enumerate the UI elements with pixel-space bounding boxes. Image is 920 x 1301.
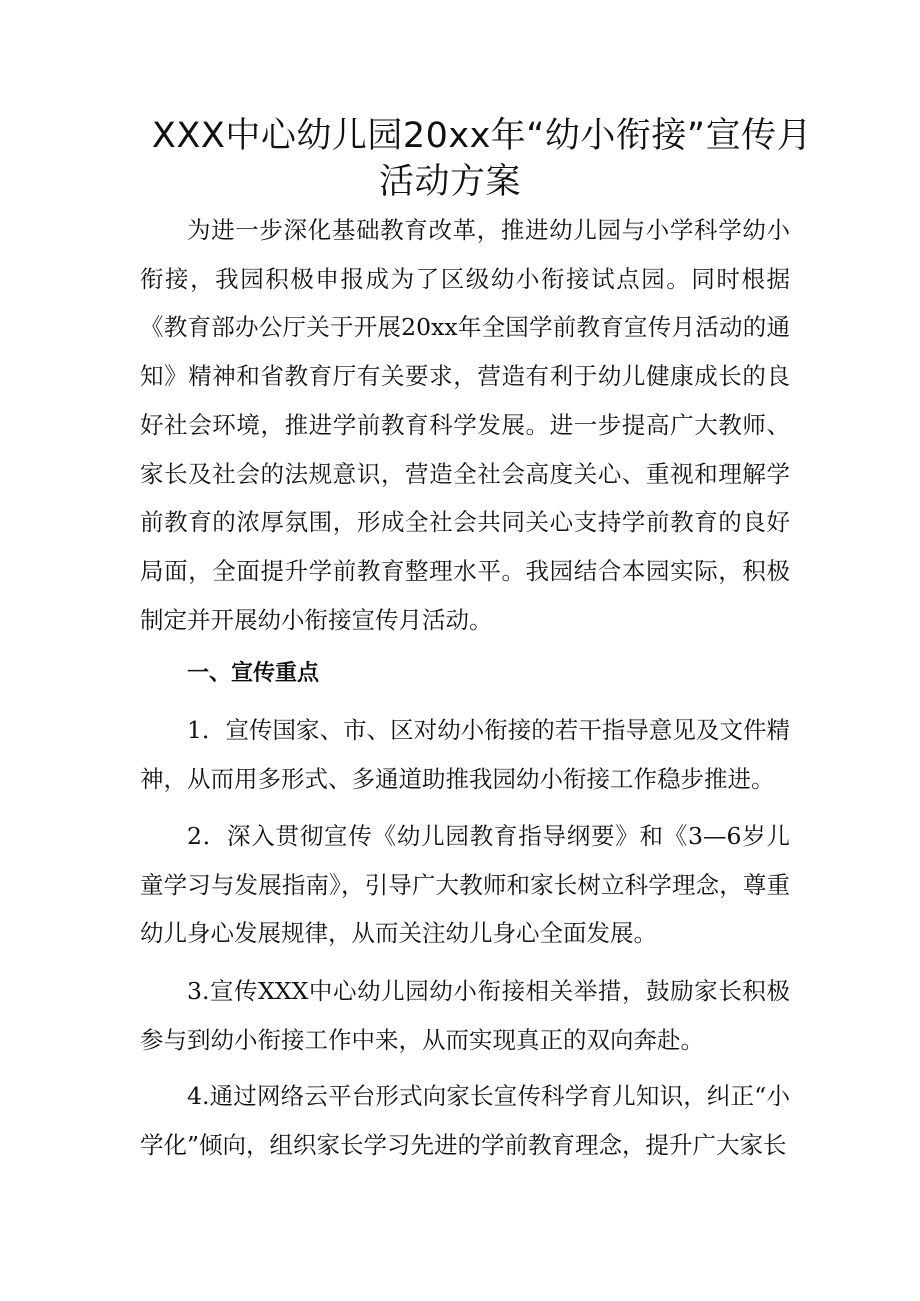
- document-title-line-2: 活动方案: [378, 162, 521, 202]
- list-item: 2．深入贯彻宣传《幼儿园教育指导纲要》和《3—6岁儿童学习与发展指南》，引导广大教师和家长树立科学理念，尊重幼儿身心发展规律，从而关注幼儿身心全面发展。: [140, 822, 790, 948]
- document-title-line-1: XXX中心幼儿园20xx年“幼小衔接”宣传月: [151, 116, 813, 156]
- list-item: 3.宣传XXX中心幼儿园幼小衔接相关举措，鼓励家长积极参与到幼小衔接工作中来，从而实现真正的双向奔赴。: [140, 977, 790, 1054]
- list-item: 1．宣传国家、市、区对幼小衔接的若干指导意见及文件精神，从而用多形式、多通道助推我园幼小衔接工作稳步推进。: [140, 716, 790, 793]
- section-heading-publicity-focus: 一、宣传重点: [187, 661, 320, 686]
- list-item: 4.通过网络云平台形式向家长宣传科学育儿知识，纠正“小学化”倾向，组织家长学习先进的学前教育理念，提升广大家长: [140, 1082, 790, 1159]
- intro-paragraph: 为进一步深化基础教育改革，推进幼儿园与小学科学幼小衔接，我园积极申报成为了区级幼小衔接试点园。同时根据《教育部办公厅关于开展20xx年全国学前教育宣传月活动的通知》精神和省教育厅有关要求，营造有利于幼儿健康成长的良好社会环境，推进学前教育科学发展。进一步提高广大教师、家长及社会的法规意识，营造全社会高度关心、重视和理解学前教育的浓厚氛围，形成全社会共同关心支持学前教育的良好局面，全面提升学前教育整理水平。我园结合本园实际，积极制定并开展幼小衔接宣传月活动。: [140, 216, 790, 634]
